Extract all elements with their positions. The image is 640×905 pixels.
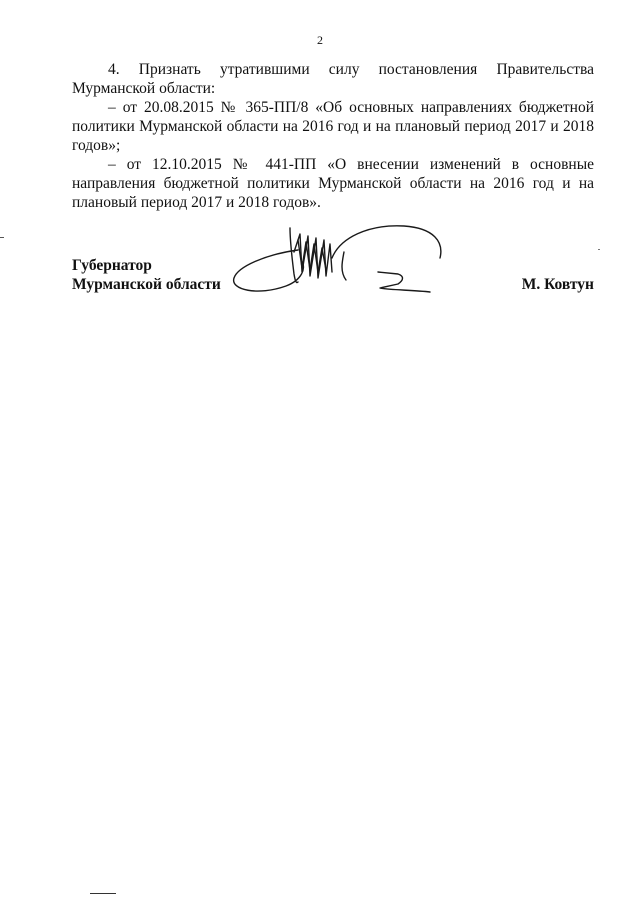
signatory-name: М. Ковтун <box>521 276 594 293</box>
scan-speck <box>598 249 600 250</box>
footnote-rule <box>90 893 116 894</box>
margin-mark <box>0 237 4 238</box>
document-body <box>72 60 594 212</box>
handwritten-signature <box>228 222 448 297</box>
page-number: 2 <box>317 33 323 47</box>
paragraph-repeal-365: – от 20.08.2015 № 365-ПП/8 «Об основных направлениях бюджетной политики Мурманской области на 2016 год и на плановый период 2017 и 2018 годов»; <box>72 99 594 154</box>
paragraph-item-4: 4. Признать утратившими силу постановления Правительства Мурманской области: <box>72 61 594 97</box>
signatory-position <box>72 256 221 294</box>
signatory-position-line1: Губернатор <box>72 257 152 274</box>
paragraph-repeal-441: – от 12.10.2015 № 441-ПП «О внесении изменений в основные направления бюджетной политики Мурманской области на 2016 год и на плановый период 2017 и 2018 годов». <box>72 156 594 211</box>
signatory-position-line2: Мурманской области <box>72 276 221 293</box>
